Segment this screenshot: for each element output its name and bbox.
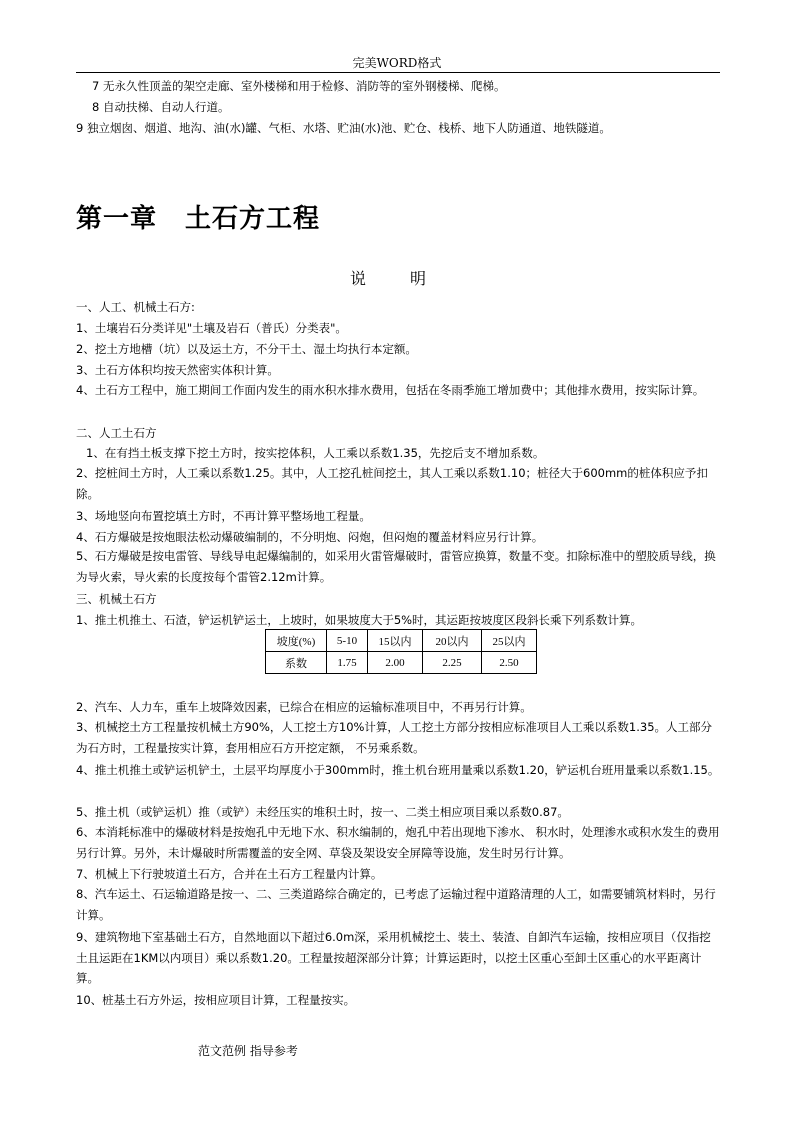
- top-item-8: 8 自动扶梯、自动人行道。: [92, 100, 230, 114]
- paragraph: 1、推土机推土、石渣，铲运机铲运土，上坡时，如果坡度大于5%时，其运距按坡度区段斜长乘下列系数计算。: [76, 613, 643, 627]
- page-footer: 范文范例 指导参考: [198, 1044, 298, 1058]
- paragraph: 2、挖土方地槽（坑）以及运土方，不分干土、湿土均执行本定额。: [76, 342, 417, 356]
- paragraph: 10、桩基土石方外运，按相应项目计算，工程量按实。: [76, 993, 356, 1007]
- subheading-1: 一、人工、机械土石方:: [76, 300, 195, 314]
- table-row: [266, 652, 537, 674]
- table-cell: 5-10: [327, 630, 368, 652]
- table-cell: 2.00: [368, 652, 423, 674]
- paragraph: 2、挖桩间土方时，人工乘以系数1.25。其中，人工挖孔桩间挖土，其人工乘以系数1.10；桩径大于600mm的桩体积应予扣除。: [76, 466, 708, 501]
- section-title-a: 说: [350, 269, 371, 288]
- paragraph: 1、土壤岩石分类详见"土壤及岩石（普氏）分类表"。: [76, 321, 347, 335]
- subheading-2: 二、人工土石方: [76, 426, 157, 440]
- paragraph: 5、石方爆破是按电雷管、导线导电起爆编制的，如采用火雷管爆破时，雷管应换算，数量不变。扣除标准中的塑胶质导线，换为导火索，导火索的长度按每个雷管2.12m计算。: [76, 549, 716, 584]
- chapter-heading: [76, 198, 320, 235]
- chapter-number: 第一章: [76, 204, 158, 234]
- table-cell: 系数: [266, 652, 327, 674]
- paragraph: 5、推土机（或铲运机）推（或铲）未经压实的堆积土时，按一、二类土相应项目乘以系数0.87。: [76, 805, 569, 819]
- table-cell: 25以内: [482, 630, 537, 652]
- paragraph: 4、推土机推土或铲运机铲土，土层平均厚度小于300mm时，推土机台班用量乘以系数1.20，铲运机台班用量乘以系数1.15。: [76, 763, 720, 777]
- paragraph: 3、机械挖土方工程量按机械土方90%，人工挖土方10%计算，人工挖土方部分按相应标准项目人工乘以系数1.35。人工部分为石方时，工程量按实计算，套用相应石方开挖定额， 不另乘系数。: [76, 720, 713, 755]
- paragraph: 3、土石方体积均按天然密实体积计算。: [76, 363, 279, 377]
- paragraph: 3、场地竖向布置挖填土方时，不再计算平整场地工程量。: [76, 509, 371, 523]
- paragraph: 2、汽车、人力车，重车上坡降效因素，已综合在相应的运输标准项目中，不再另行计算。: [76, 700, 532, 714]
- top-item-9: 9 独立烟囱、烟道、地沟、油(水)罐、气柜、水塔、贮油(水)池、贮仓、栈桥、地下人防通道、地铁隧道。: [76, 121, 611, 135]
- page-header: 完美WORD格式: [352, 56, 442, 70]
- subheading-3: 三、机械土石方: [76, 592, 157, 606]
- table-cell: 1.75: [327, 652, 368, 674]
- paragraph: 1、在有挡土板支撑下挖土方时，按实挖体积，人工乘以系数1.35，先挖后支不增加系数。: [86, 446, 545, 460]
- table-cell: 坡度(%): [266, 630, 327, 652]
- paragraph: 9、建筑物地下室基础土石方，自然地面以下超过6.0m深，采用机械挖土、装土、装渣、自卸汽车运输，按相应项目（仅指挖土且运距在1KM以内项目）乘以系数1.20。工程量按超深部分计算；计算运距时，以挖土区重心至卸土区重心的水平距离计算。: [76, 930, 711, 985]
- paragraph: 6、本消耗标准中的爆破材料是按炮孔中无地下水、积水编制的，炮孔中若出现地下渗水、 积水时，处理渗水或积水发生的费用另行计算。另外，未计爆破时所需覆盖的安全网、草袋及架设安全屏障等设施，发生时另行计算。: [76, 825, 720, 860]
- table-cell: 2.50: [482, 652, 537, 674]
- table-cell: 20以内: [423, 630, 482, 652]
- table-cell: 2.25: [423, 652, 482, 674]
- header-divider: [76, 72, 720, 73]
- slope-coefficient-table: [265, 629, 537, 674]
- paragraph: 4、土石方工程中，施工期间工作面内发生的雨水积水排水费用，包括在冬雨季施工增加费中；其他排水费用，按实际计算。: [76, 383, 705, 397]
- section-title: [350, 266, 430, 289]
- paragraph: 8、汽车运土、石运输道路是按一、二、三类道路综合确定的，已考虑了运输过程中道路清理的人工，如需要铺筑材料时，另行计算。: [76, 887, 716, 922]
- chapter-title: 土石方工程: [185, 204, 321, 234]
- section-title-b: 明: [410, 269, 431, 288]
- paragraph: 7、机械上下行驶坡道土石方，合并在土石方工程量内计算。: [76, 867, 383, 881]
- paragraph: 4、石方爆破是按炮眼法松动爆破编制的，不分明炮、闷炮，但闷炮的覆盖材料应另行计算。: [76, 530, 544, 544]
- table-row: [266, 630, 537, 652]
- top-item-7: 7 无永久性顶盖的架空走廊、室外楼梯和用于检修、消防等的室外钢楼梯、爬梯。: [92, 79, 506, 93]
- table-cell: 15以内: [368, 630, 423, 652]
